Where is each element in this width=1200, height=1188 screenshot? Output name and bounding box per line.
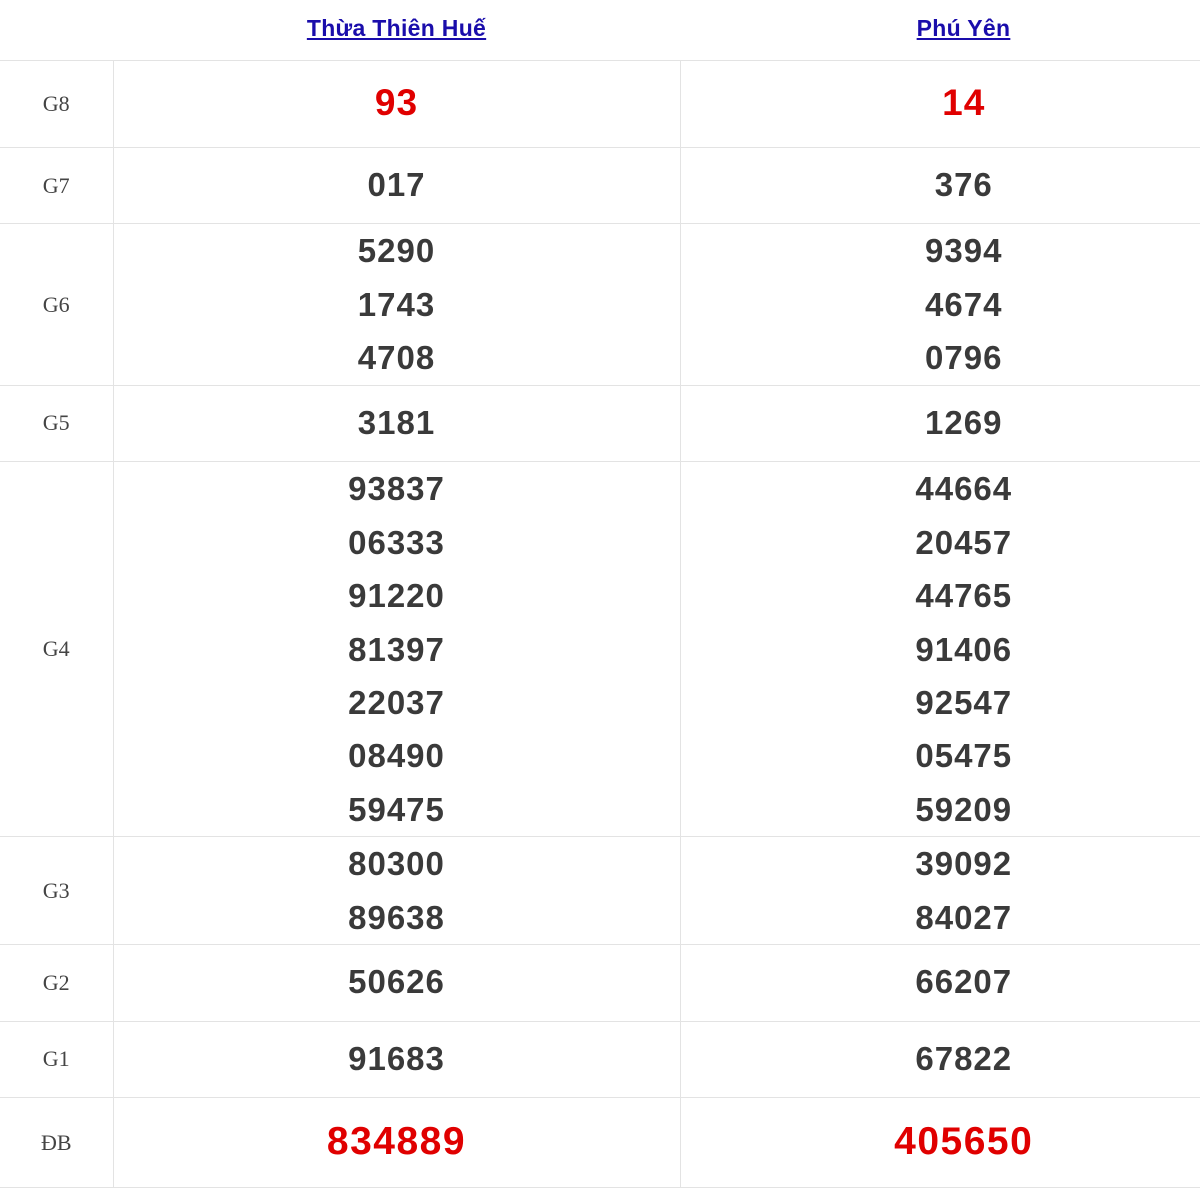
prize-number: 4674 [681, 278, 1200, 331]
prize-number: 93837 [114, 462, 680, 515]
prize-numbers-cell [113, 1021, 680, 1097]
prize-numbers-cell [680, 385, 1200, 461]
prize-numbers-cell [680, 61, 1200, 148]
prize-label: G8 [0, 61, 113, 148]
prize-numbers-cell [113, 837, 680, 945]
table-row [0, 1021, 1200, 1097]
prize-number: 84027 [681, 891, 1200, 944]
table-row [0, 385, 1200, 461]
prize-numbers-cell [680, 837, 1200, 945]
prize-number: 39092 [681, 837, 1200, 890]
prize-number: 0796 [681, 331, 1200, 384]
prize-numbers-cell [113, 462, 680, 837]
table-row [0, 224, 1200, 385]
prize-number: 5290 [114, 224, 680, 277]
prize-numbers-cell [113, 945, 680, 1021]
table-row [0, 945, 1200, 1021]
table-row [0, 147, 1200, 223]
prize-number: 376 [681, 158, 1200, 211]
prize-number: 14 [681, 73, 1200, 133]
prize-number: 3181 [114, 396, 680, 449]
prize-number: 1269 [681, 396, 1200, 449]
prize-label: G2 [0, 945, 113, 1021]
prize-number: 67822 [681, 1032, 1200, 1085]
prize-number: 44765 [681, 569, 1200, 622]
prize-label: G1 [0, 1021, 113, 1097]
prize-number: 08490 [114, 729, 680, 782]
prize-number: 06333 [114, 516, 680, 569]
prize-number: 50626 [114, 955, 680, 1008]
prize-label: G7 [0, 147, 113, 223]
prize-number: 59209 [681, 783, 1200, 836]
table-row [0, 61, 1200, 148]
prize-number: 91683 [114, 1032, 680, 1085]
prize-number: 93 [114, 73, 680, 133]
prize-number: 05475 [681, 729, 1200, 782]
table-body [0, 61, 1200, 1188]
prize-number: 1743 [114, 278, 680, 331]
prize-number: 9394 [681, 224, 1200, 277]
prize-number: 22037 [114, 676, 680, 729]
header-corner-cell [0, 0, 113, 61]
prize-number: 66207 [681, 955, 1200, 1008]
prize-numbers-cell [680, 945, 1200, 1021]
prize-number: 59475 [114, 783, 680, 836]
prize-number: 017 [114, 158, 680, 211]
prize-number: 91220 [114, 569, 680, 622]
prize-number: 4708 [114, 331, 680, 384]
header-province-1 [680, 0, 1200, 61]
prize-label: G3 [0, 837, 113, 945]
prize-label: G5 [0, 385, 113, 461]
prize-number: 20457 [681, 516, 1200, 569]
prize-label: G6 [0, 224, 113, 385]
prize-number: 89638 [114, 891, 680, 944]
header-province-0 [113, 0, 680, 61]
prize-number: 44664 [681, 462, 1200, 515]
prize-numbers-cell [113, 147, 680, 223]
prize-numbers-cell [113, 224, 680, 385]
prize-number: 92547 [681, 676, 1200, 729]
table-header-row [0, 0, 1200, 61]
table-row [0, 462, 1200, 837]
prize-number: 834889 [114, 1110, 680, 1173]
prize-number: 81397 [114, 623, 680, 676]
prize-label: G4 [0, 462, 113, 837]
table-row [0, 1098, 1200, 1188]
prize-numbers-cell [680, 224, 1200, 385]
province-link-thua-thien-hue[interactable]: Thừa Thiên Huế [307, 15, 486, 41]
table-row [0, 837, 1200, 945]
prize-number: 91406 [681, 623, 1200, 676]
prize-label: ĐB [0, 1098, 113, 1188]
prize-numbers-cell [680, 462, 1200, 837]
prize-numbers-cell [113, 385, 680, 461]
province-link-phu-yen[interactable]: Phú Yên [917, 15, 1011, 41]
prize-numbers-cell [680, 147, 1200, 223]
prize-numbers-cell [113, 1098, 680, 1188]
prize-number: 405650 [681, 1110, 1200, 1173]
prize-numbers-cell [680, 1021, 1200, 1097]
prize-number: 80300 [114, 837, 680, 890]
prize-numbers-cell [680, 1098, 1200, 1188]
prize-numbers-cell [113, 61, 680, 148]
